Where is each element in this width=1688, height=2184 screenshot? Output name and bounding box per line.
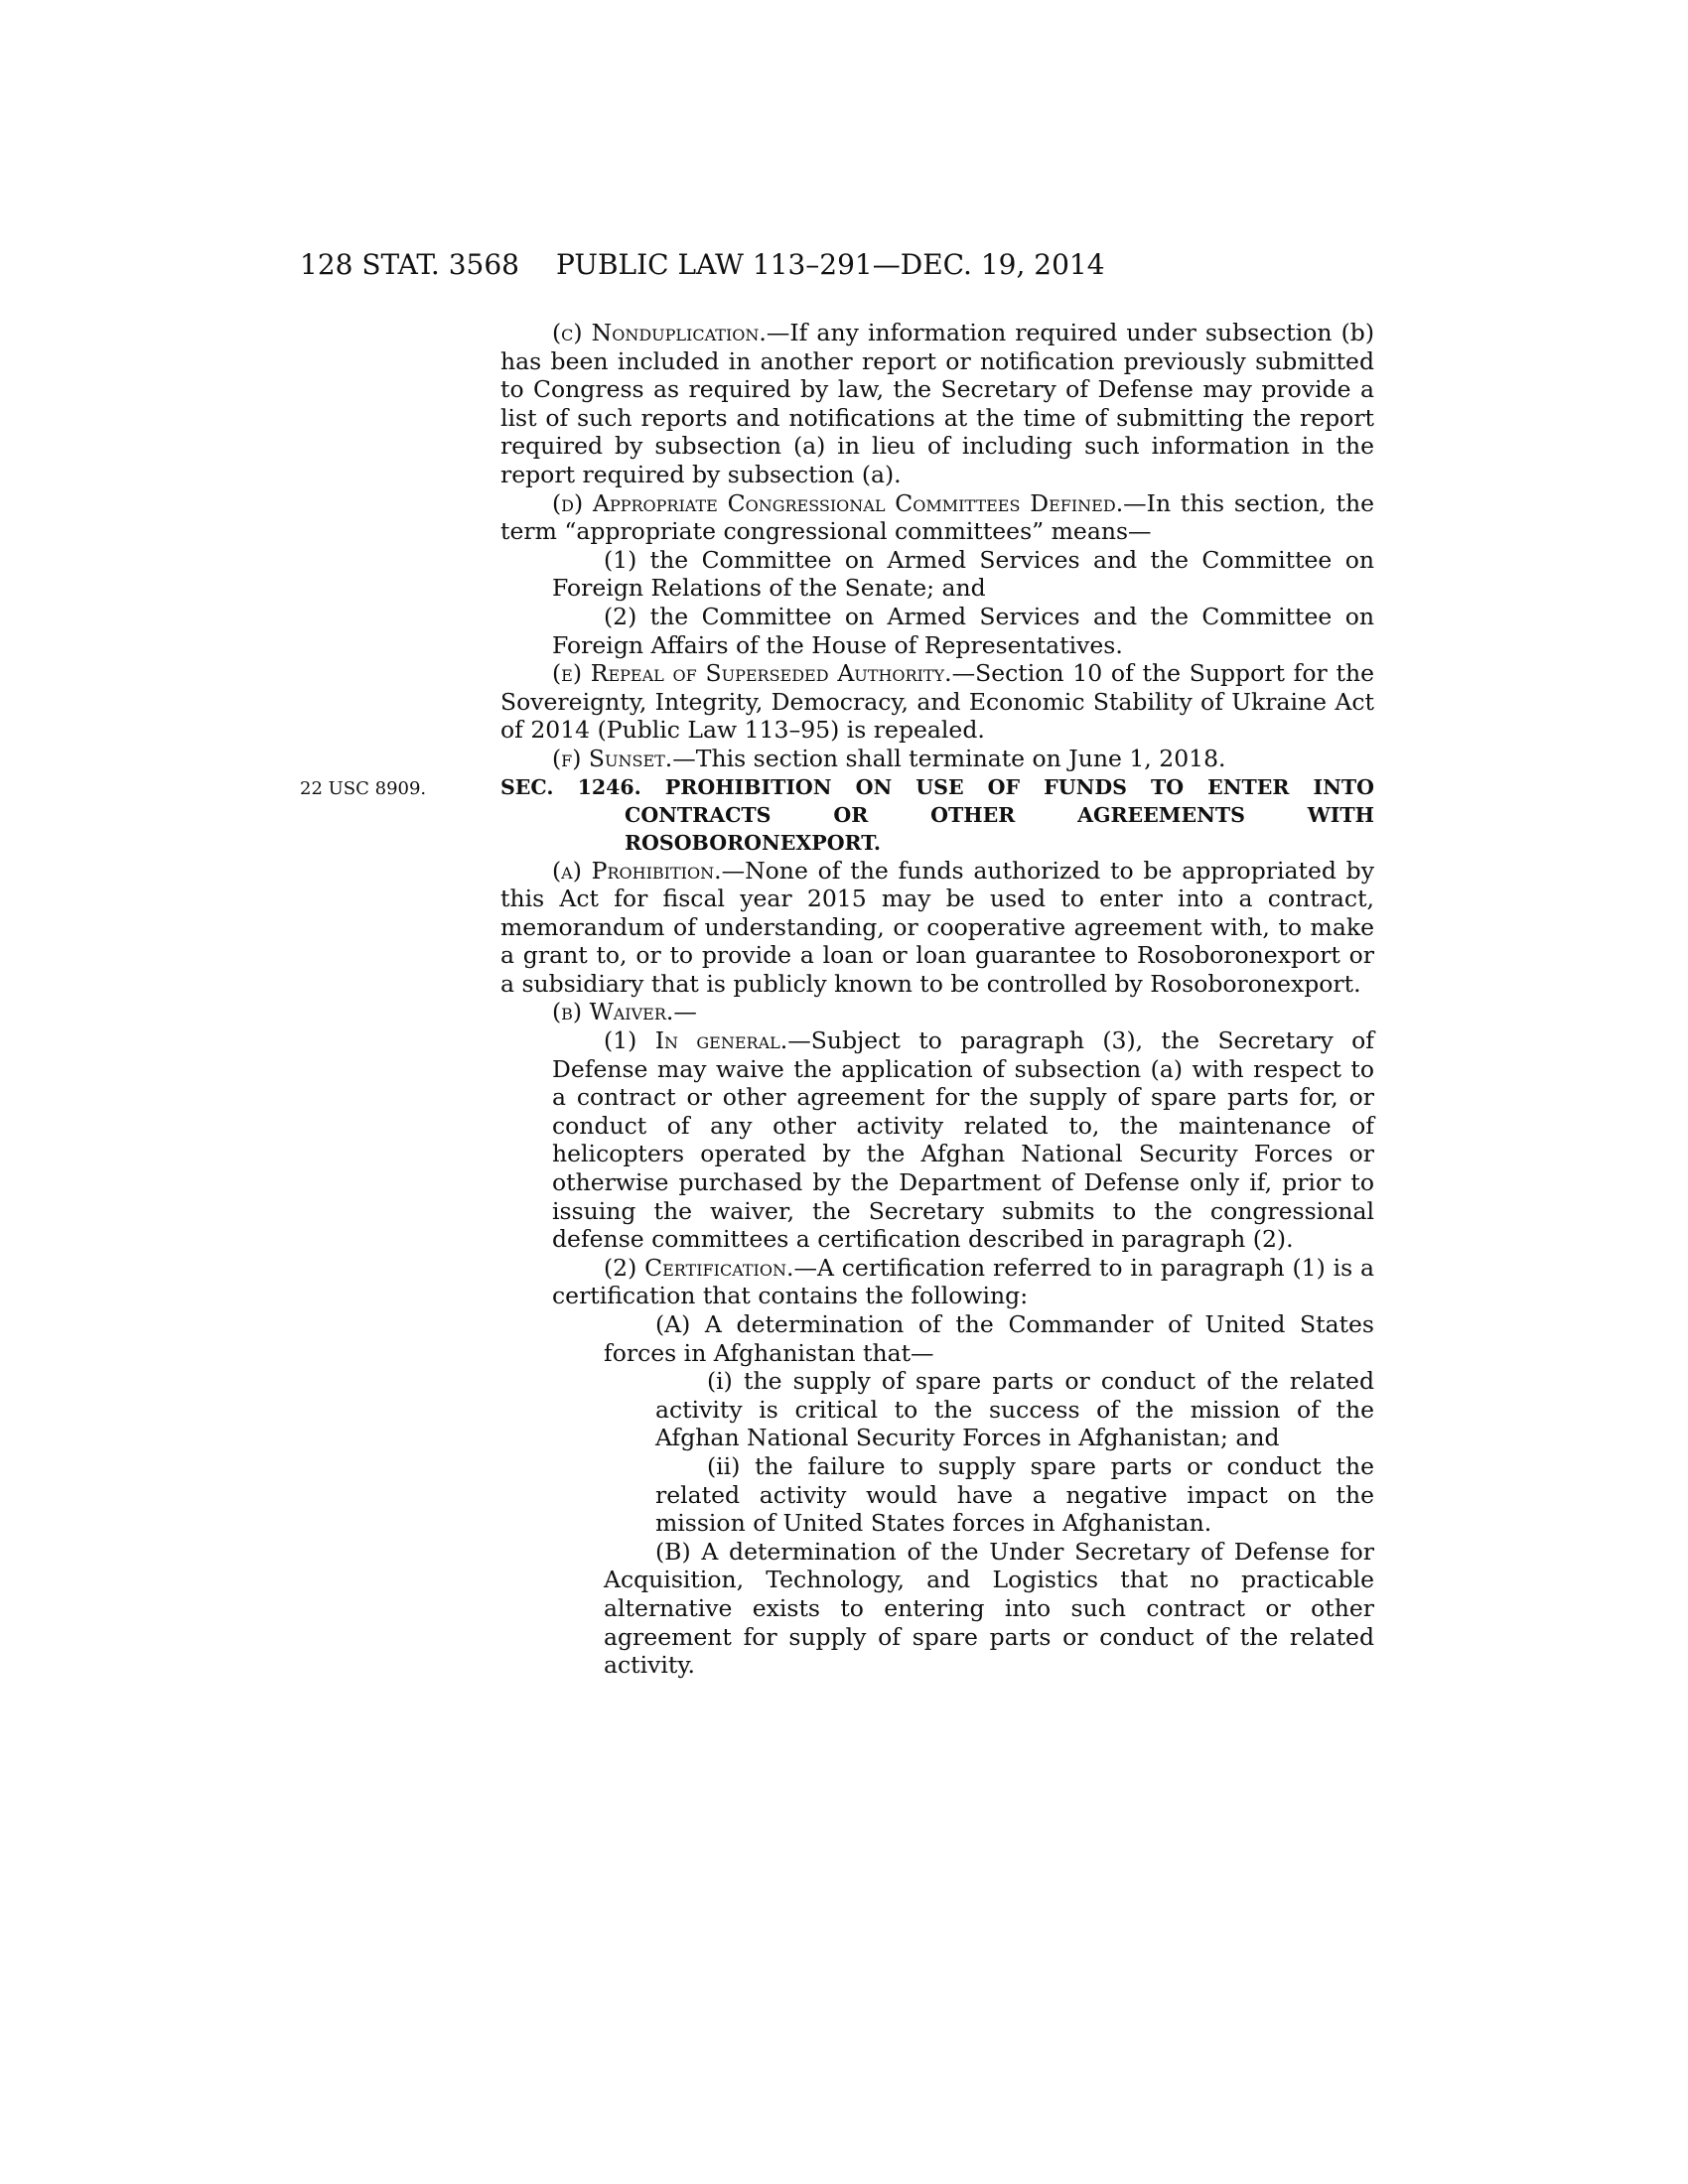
section-1246-heading: SEC. 1246. PROHIBITION ON USE OF FUNDS TO ENTER INTO CONTRACTS OR OTHER AGREEMENTS WITH ROSOBORONEXPORT. [500, 774, 1374, 855]
subsection-f [500, 745, 1374, 773]
statute-body [500, 319, 1374, 1680]
subsection-d [500, 489, 1374, 546]
subsection-c [500, 319, 1374, 489]
subsection-d-text: —In this section, the term “appropriate congressional committees” means— [500, 488, 1374, 546]
subsection-b-heading: (b) Waiver. [552, 998, 674, 1026]
statute-citation: 128 STAT. 3568 [300, 248, 519, 281]
subsection-a-text: —None of the funds authorized to be appropriated by this Act for fiscal year 2015 may be used to enter into a contract, memorandum of understanding, or cooperative agreement with, to make a grant to, or to provide a loan or loan guarantee to Rosoboronexport or a subsidiary that is publicly known to be controlled by Rosoboronexport. [500, 856, 1374, 998]
subsection-e-heading: (e) Repeal of Superseded Authority. [552, 659, 952, 688]
paragraph-d2: (2) the Committee on Armed Services and the Committee on Foreign Affairs of the House of Representatives. [552, 602, 1374, 659]
paragraph-b2-text: —A certification referred to in paragraph (1) is a certification that contains the following: [552, 1253, 1374, 1310]
running-header [0, 248, 1688, 288]
subparagraph-B: (B) A determination of the Under Secretary of Defense for Acquisition, Technology, and Logistics that no practicable alternative exists to entering into such contract or other agreement for supply of spare parts or conduct of the related activity. [604, 1537, 1374, 1680]
subsection-c-text: —If any information required under subsection (b) has been included in another report or notification previously submitted to Congress as required by law, the Secretary of Defense may provide a list of such reports and notifications at the time of submitting the report required by subsection (a) in lieu of including such information in the report required by subsection (a). [500, 319, 1374, 488]
subsection-d-heading: (d) Appropriate Congressional Committees Defined. [552, 488, 1124, 517]
subsection-a-heading: (a) Prohibition. [552, 856, 722, 885]
public-law-title: PUBLIC LAW 113–291—DEC. 19, 2014 [556, 248, 1105, 281]
clause-i: (i) the supply of spare parts or conduct of the related activity is critical to the success of the mission of the Afghan National Security Forces in Afghanistan; and [655, 1367, 1374, 1452]
subsection-b-text: — [673, 998, 697, 1026]
subsection-f-heading: (f) Sunset. [552, 744, 673, 772]
paragraph-b1-heading: (1) In general. [604, 1026, 788, 1055]
subsection-f-text: —This section shall terminate on June 1, 2018. [672, 744, 1226, 772]
subsection-e [500, 659, 1374, 745]
subsection-c-heading: (c) Nonduplication. [552, 319, 767, 346]
paragraph-b1-text: —Subject to paragraph (3), the Secretary of Defense may waive the application of subsection (a) with respect to a contract or other agreement for the supply of spare parts for, or conduct of any other activity related to, the maintenance of helicopters operated by the Afghan National Security Forces or otherwise purchased by the Department of Defense only if, prior to issuing the waiver, the Secretary submits to the congressional defense committees a certification described in paragraph (2). [552, 1026, 1374, 1254]
section-1246-subsection-b [500, 998, 1374, 1026]
clause-ii: (ii) the failure to supply spare parts or conduct the related activity would have a negative impact on the mission of United States forces in Afghanistan. [655, 1451, 1374, 1538]
paragraph-b2 [500, 1254, 1374, 1310]
paragraph-b1 [500, 1026, 1374, 1254]
subsection-e-text: —Section 10 of the Support for the Sovereignty, Integrity, Democracy, and Economic Stability of Ukraine Act of 2014 (Public Law 113–95) is repealed. [500, 659, 1374, 745]
paragraph-d1: (1) the Committee on Armed Services and the Committee on Foreign Relations of the Senate; and [552, 545, 1374, 603]
usc-margin-note: 22 USC 8909. [300, 778, 427, 799]
section-1246-subsection-a [500, 857, 1374, 999]
paragraph-b2-heading: (2) Certification. [604, 1253, 794, 1282]
subparagraph-A: (A) A determination of the Commander of United States forces in Afghanistan that— [604, 1310, 1374, 1367]
